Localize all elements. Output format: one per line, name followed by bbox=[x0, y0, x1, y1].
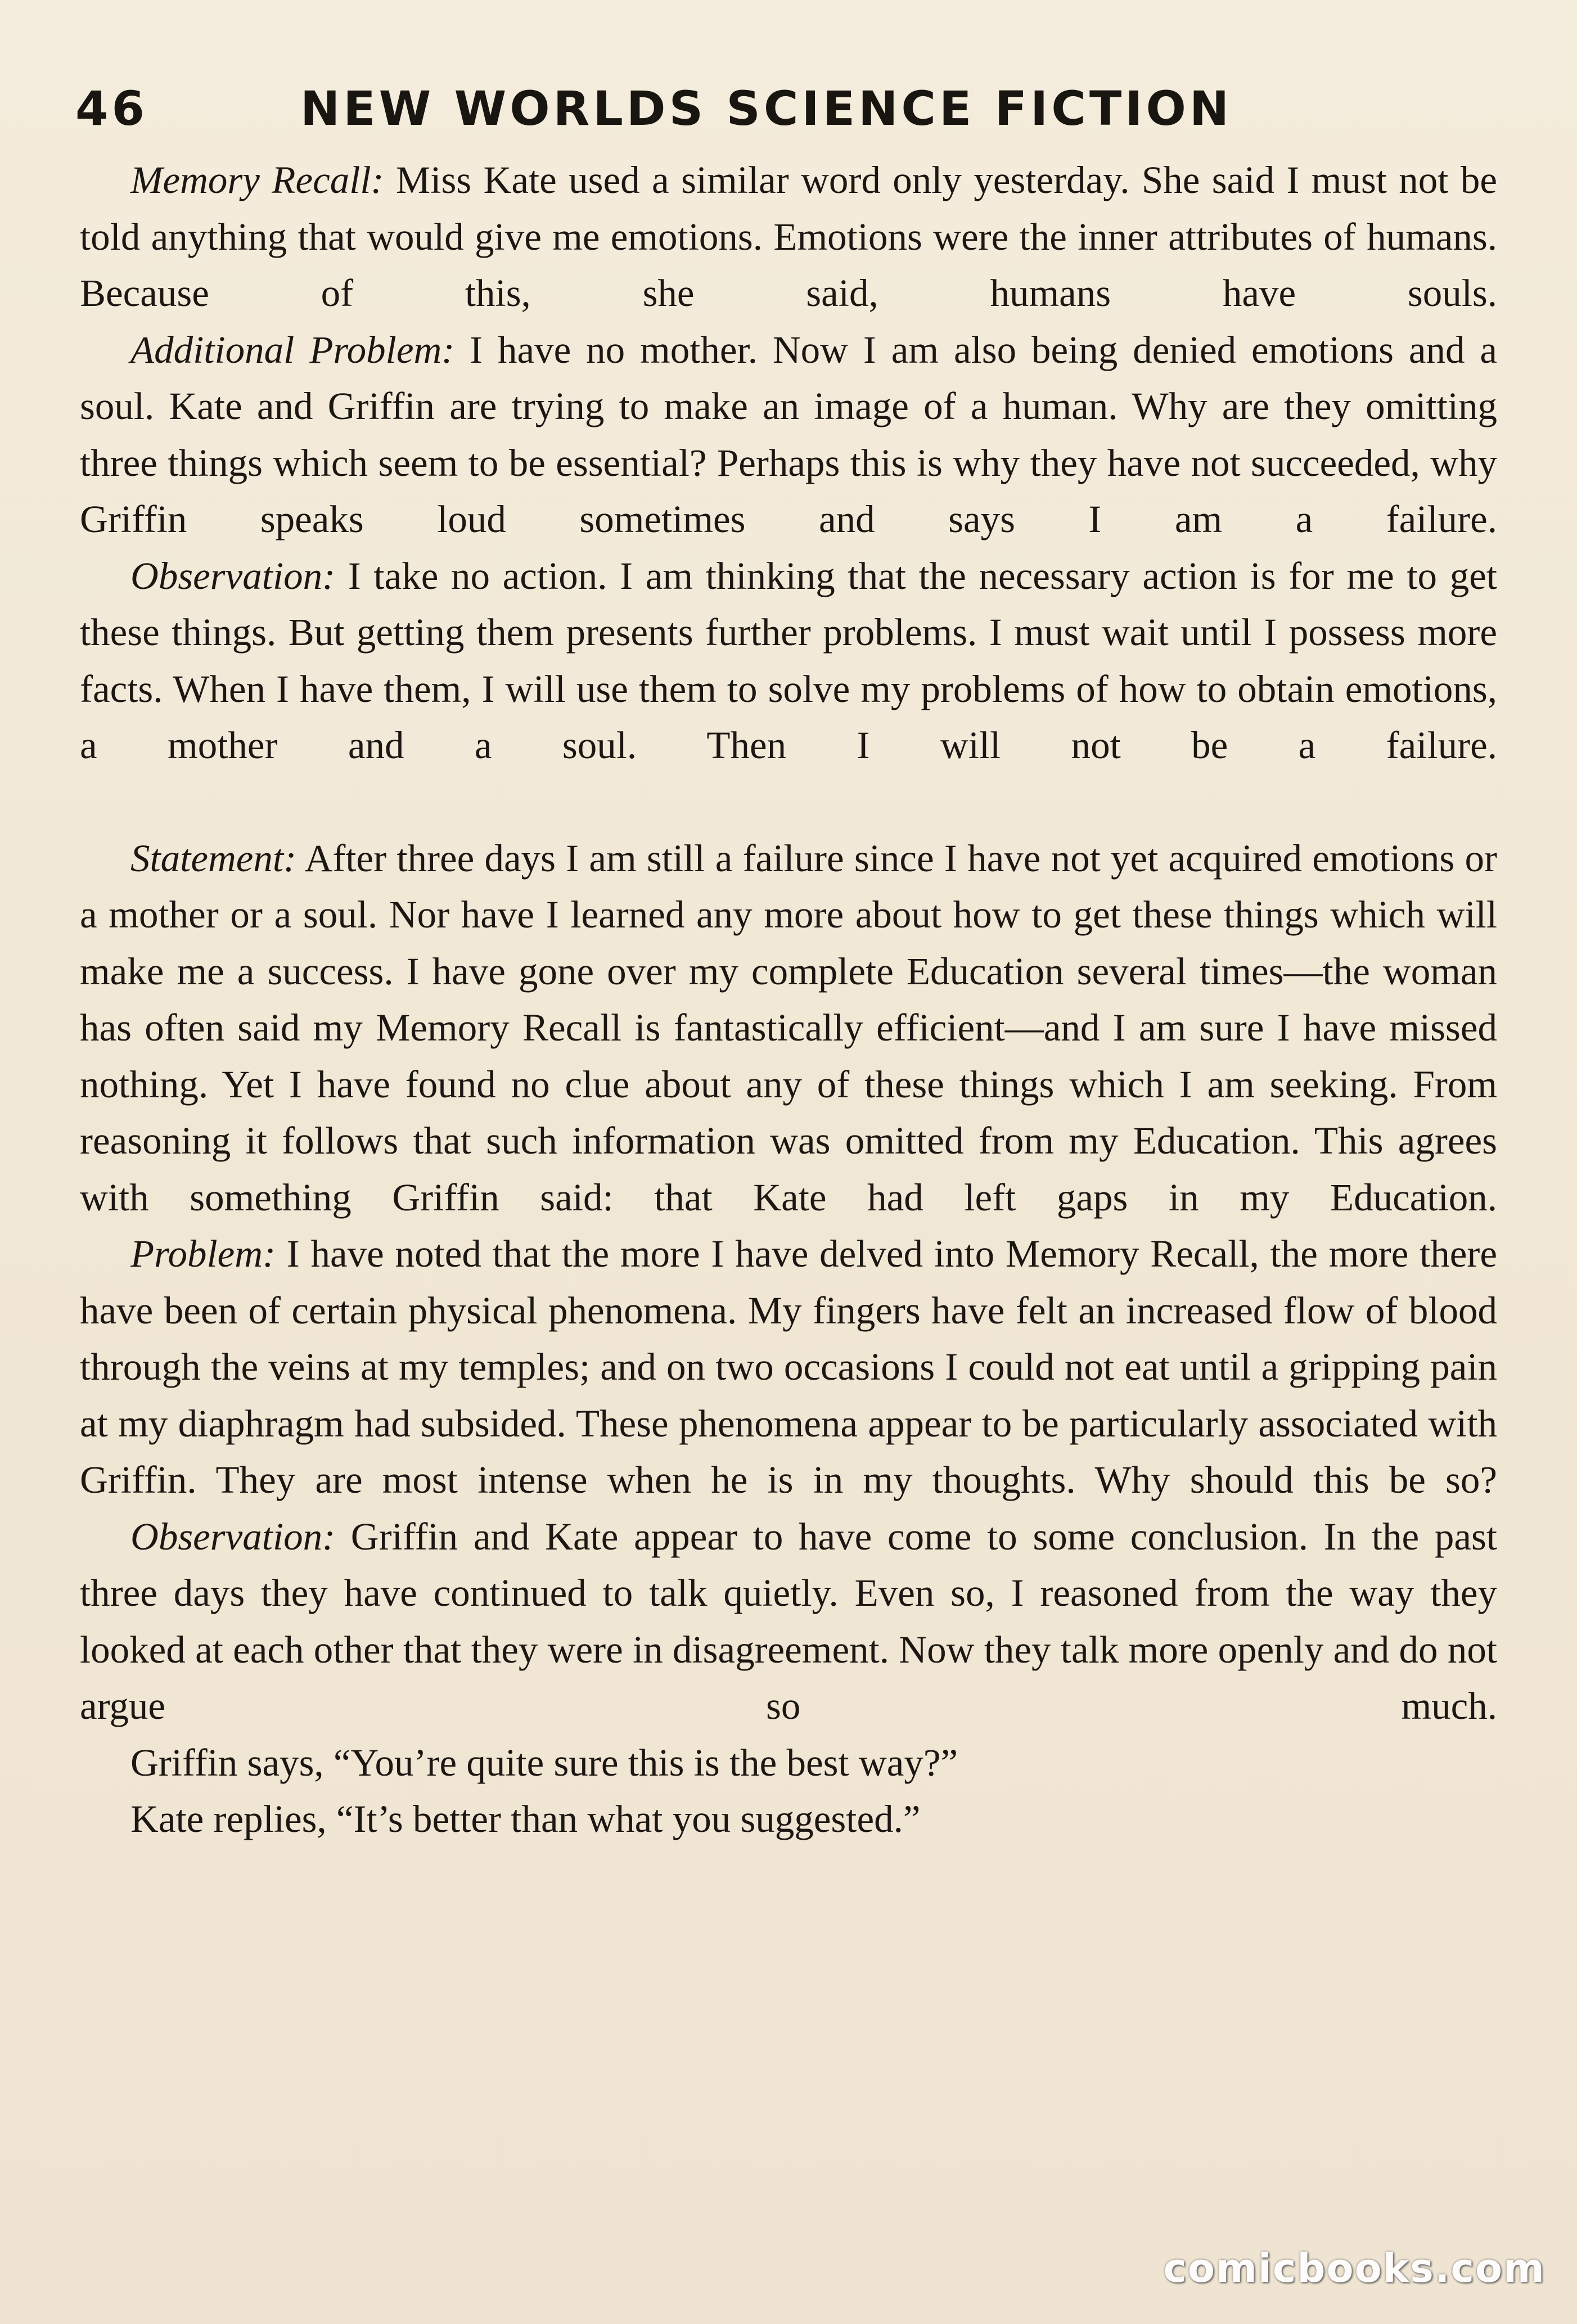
paragraph-label: Statement: bbox=[130, 836, 297, 880]
paragraph-observation-2 bbox=[80, 1508, 1497, 1735]
page-number: 46 bbox=[75, 81, 148, 136]
paragraph-observation-1 bbox=[80, 548, 1497, 774]
watermark: comicbooks.com bbox=[1163, 2245, 1546, 2291]
paragraph-text: I take no action. I am thinking that the necessary action is for me to get these things. But getting them presents further problems. I must wait until I possess more facts. When I have them, I will use them to solve my problems of how to obtain emotions, a mother and a soul. Then I will not be a failure. bbox=[80, 554, 1497, 767]
paragraph-dialogue-kate bbox=[80, 1791, 1497, 1848]
paragraph-text: Kate replies, “It’s better than what you suggested.” bbox=[130, 1798, 921, 1840]
paragraph-problem bbox=[80, 1226, 1497, 1508]
paragraph-dialogue-griffin bbox=[80, 1735, 1497, 1791]
paragraph-additional-problem bbox=[80, 322, 1497, 548]
paragraph-label: Observation: bbox=[130, 1515, 336, 1558]
paragraph-label: Problem: bbox=[130, 1232, 276, 1275]
paragraph-memory-recall bbox=[80, 152, 1497, 322]
page-header bbox=[75, 66, 1481, 151]
paragraph-text: I have noted that the more I have delved into Memory Recall, the more there have been of certain physical phenomena. My fingers have felt an increased flow of blood through the veins at my temples; and on two occasions I could not eat until a gripping pain at my diaphragm had subsided. These phenomena appear to be particularly associated with Griffin. They are most intense when he is in my thoughts. Why should this be so? bbox=[80, 1232, 1497, 1501]
paragraph-label: Memory Recall: bbox=[130, 159, 384, 201]
paragraph-text: Miss Kate used a similar word only yesterday. She said I must not be told anything that would give me emotions. Emotions were the inner attributes of humans. Because of this, she said, humans have souls. bbox=[80, 159, 1497, 314]
text-body bbox=[80, 152, 1497, 1848]
paragraph-statement bbox=[80, 830, 1497, 1226]
paragraph-text: Griffin and Kate appear to have come to some conclusion. In the past three days they have continued to talk quietly. Even so, I reasoned from the way they looked at each other that they were in disagreement. Now they talk more openly and do not argue so much. bbox=[80, 1515, 1497, 1727]
paragraph-label: Observation: bbox=[130, 554, 336, 597]
paragraph-text: After three days I am still a failure since I have not yet acquired emotions or a mother or a soul. Nor have I learned any more about how to get these things which will make me a success. I have gone over my complete Education several times—the woman has often said my Memory Recall is fantastically efficient—and I am sure I have missed nothing. Yet I have found no clue about any of these things which I am seeking. From reasoning it follows that such information was omitted from my Education. This agrees with something Griffin said: that Kate had left gaps in my Education. bbox=[80, 836, 1497, 1219]
paragraph-text: Griffin says, “You’re quite sure this is the best way?” bbox=[130, 1741, 958, 1784]
running-title: NEW WORLDS SCIENCE FICTION bbox=[300, 81, 1233, 136]
paragraph-label: Additional Problem: bbox=[130, 328, 455, 371]
paragraph-text: I have no mother. Now I am also being denied emotions and a soul. Kate and Griffin are trying to make an image of a human. Why are they omitting three things which seem to be essential? Perhaps this is why they have not succeeded, why Griffin speaks loud sometimes and says I am a failure. bbox=[80, 328, 1497, 541]
